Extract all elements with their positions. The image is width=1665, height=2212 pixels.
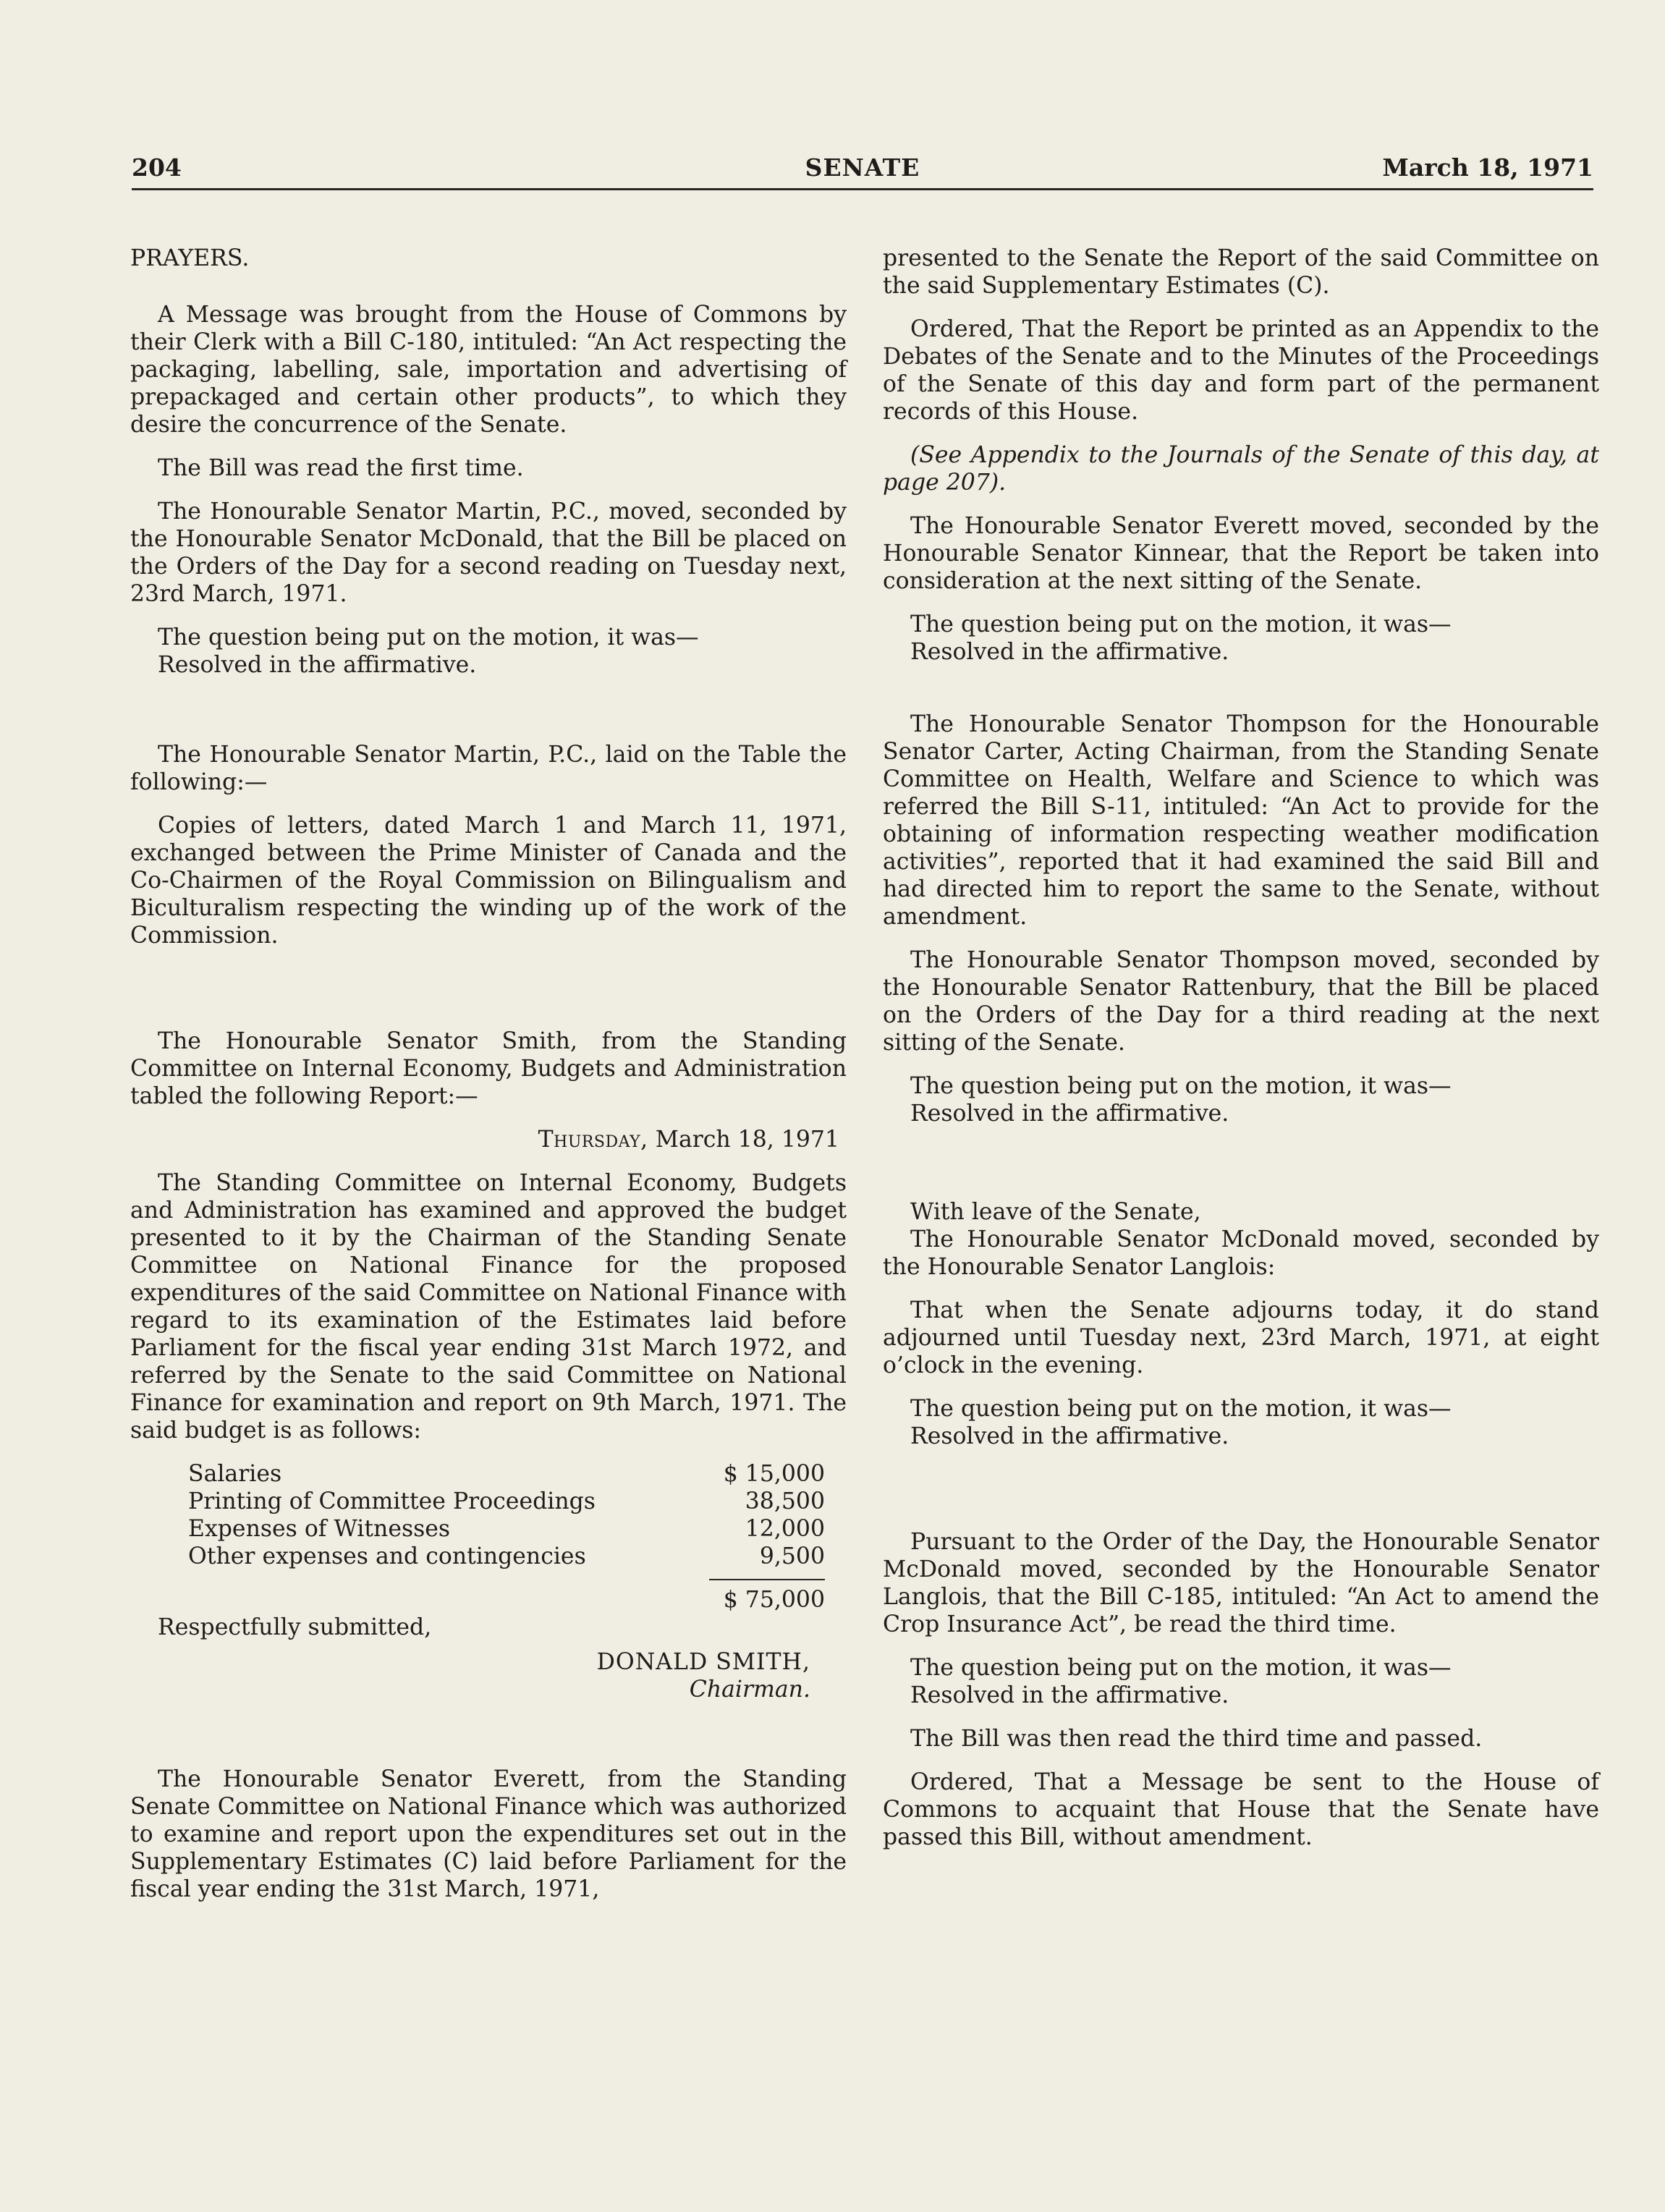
question-line: The question being put on the motion, it was—: [910, 1396, 1452, 1422]
right-column: [883, 245, 1599, 1867]
budget-item: Salaries: [188, 1461, 282, 1487]
page-number: 204: [132, 153, 182, 182]
signer-name: DONALD SMITH,: [596, 1649, 810, 1675]
bill-passed-paragraph: The Bill was then read the third time and passed.: [910, 1726, 1483, 1752]
budget-table: [130, 1460, 847, 1614]
budget-row: [188, 1515, 825, 1543]
left-column: [130, 245, 847, 1919]
budget-row: [188, 1543, 825, 1570]
question-block: [883, 1395, 1599, 1450]
resolved-line: Resolved in the affirmative.: [910, 1101, 1229, 1127]
question-block: [883, 611, 1599, 666]
leave-line: With leave of the Senate,: [910, 1199, 1201, 1225]
question-line: The question being put on the motion, it was—: [158, 624, 699, 651]
message-paragraph: A Message was brought from the House of Commons by their Clerk with a Bill C-180, intituled: “An Act respecting the packaging, labelling, sale, importation and advertising of prepackaged and certain other products”, to which they desire the concurrence of the Senate.: [130, 302, 847, 438]
report-intro-paragraph: The Honourable Senator Smith, from the Standing Committee on Internal Economy, Budgets and Administration tabled the following Report:—: [130, 1028, 847, 1109]
budget-item: Other expenses and contingencies: [188, 1543, 586, 1569]
budget-item: Printing of Committee Proceedings: [188, 1488, 596, 1514]
resolved-line: Resolved in the affirmative.: [910, 1682, 1229, 1708]
resolved-line: Resolved in the affirmative.: [158, 652, 477, 678]
signer-role: Chairman.: [689, 1677, 810, 1703]
thompson-report-paragraph: The Honourable Senator Thompson for the Honourable Senator Carter, Acting Chairman, from the Standing Senate Committee on Health, Welfare and Science to which was referred the Bill S-11, intituled: “An Act to provide for the obtaining of information respecting weather modification activities”, reported that it had examined the said Bill and had directed him to report the same to the Senate, without amendment.: [883, 711, 1599, 930]
signature-block: [130, 1648, 847, 1703]
first-reading-paragraph: The Bill was read the first time.: [158, 455, 524, 481]
budget-amount: 9,500: [759, 1543, 825, 1569]
appendix-reference: (See Appendix to the Journals of the Senate of this day, at page 207).: [883, 442, 1599, 496]
budget-item: Expenses of Witnesses: [188, 1516, 451, 1542]
page-date: March 18, 1971: [1382, 153, 1593, 182]
report-body-paragraph: The Standing Committee on Internal Economy, Budgets and Administration has examined and approved the budget presented to it by the Chairman of the Standing Senate Committee on National Finance for the proposed expenditures of the said Committee on National Finance with regard to its examination of the Estimates laid before Parliament for the fiscal year ending 31st March 1972, and referred by the Senate to the said Committee on National Finance for examination and report on 9th March, 1971. The said budget is as follows:: [130, 1170, 847, 1444]
third-reading-paragraph: Pursuant to the Order of the Day, the Honourable Senator McDonald moved, seconded by the Honourable Senator Langlois, that the Bill C-185, intituled: “An Act to amend the Crop Insurance Act”, be read the third time.: [883, 1529, 1599, 1637]
question-block: [883, 1072, 1599, 1127]
prayers-heading: PRAYERS.: [130, 245, 250, 271]
resolved-line: Resolved in the affirmative.: [910, 1423, 1229, 1449]
message-to-commons-paragraph: Ordered, That a Message be sent to the House of Commons to acquaint that House that the Senate have passed this Bill, without amendment.: [883, 1769, 1599, 1850]
budget-total: $ 75,000: [709, 1579, 825, 1614]
budget-total-row: [188, 1579, 825, 1614]
national-finance-paragraph: The Honourable Senator Everett, from the Standing Senate Committee on National Finance which was authorized to examine and report upon the expenditures set out in the Supplementary Estimates (C) laid before Parliament for the fiscal year ending the 31st March, 1971,: [130, 1766, 847, 1902]
question-block: [130, 624, 847, 679]
page-title: SENATE: [805, 153, 920, 182]
budget-amount: 38,500: [745, 1488, 825, 1514]
budget-row: [188, 1488, 825, 1515]
adjournment-paragraph: That when the Senate adjourns today, it do stand adjourned until Tuesday next, 23rd March, 1971, at eight o’clock in the evening.: [883, 1297, 1599, 1378]
report-date: March 18, 1971: [655, 1127, 839, 1153]
report-day: Thursday,: [538, 1127, 648, 1153]
page-header: [132, 152, 1593, 190]
question-block: [883, 1654, 1599, 1709]
budget-row: [188, 1460, 825, 1488]
thompson-motion-paragraph: The Honourable Senator Thompson moved, seconded by the Honourable Senator Rattenbury, that the Bill be placed on the Orders of the Day for a third reading at the next sitting of the Senate.: [883, 947, 1599, 1056]
report-dateline: [130, 1126, 847, 1153]
mcdonald-motion-paragraph: The Honourable Senator McDonald moved, seconded by the Honourable Senator Langlois:: [883, 1226, 1599, 1280]
letters-paragraph: Copies of letters, dated March 1 and March 11, 1971, exchanged between the Prime Minister of Canada and the Co-Chairmen of the Royal Commission on Bilingualism and Biculturalism respecting the winding up of the work of the Commission.: [130, 813, 847, 949]
respectfully-submitted: Respectfully submitted,: [158, 1614, 432, 1640]
question-line: The question being put on the motion, it was—: [910, 1655, 1452, 1681]
everett-motion-paragraph: The Honourable Senator Everett moved, seconded by the Honourable Senator Kinnear, that the Report be taken into consideration at the next sitting of the Senate.: [883, 513, 1599, 594]
question-line: The question being put on the motion, it was—: [910, 611, 1452, 637]
question-line: The question being put on the motion, it was—: [910, 1073, 1452, 1099]
budget-amount: 12,000: [745, 1516, 825, 1542]
tabled-paragraph: The Honourable Senator Martin, P.C., laid on the Table the following:—: [130, 742, 847, 795]
continuation-paragraph: presented to the Senate the Report of the said Committee on the said Supplementary Estimates (C).: [883, 245, 1599, 299]
resolved-line: Resolved in the affirmative.: [910, 639, 1229, 665]
ordered-paragraph: Ordered, That the Report be printed as an Appendix to the Debates of the Senate and to the Minutes of the Proceedings of the Senate of this day and form part of the permanent records of this House.: [883, 316, 1599, 425]
motion-paragraph: The Honourable Senator Martin, P.C., moved, seconded by the Honourable Senator McDonald, that the Bill be placed on the Orders of the Day for a second reading on Tuesday next, 23rd March, 1971.: [130, 499, 847, 607]
budget-amount: $ 15,000: [723, 1461, 825, 1487]
